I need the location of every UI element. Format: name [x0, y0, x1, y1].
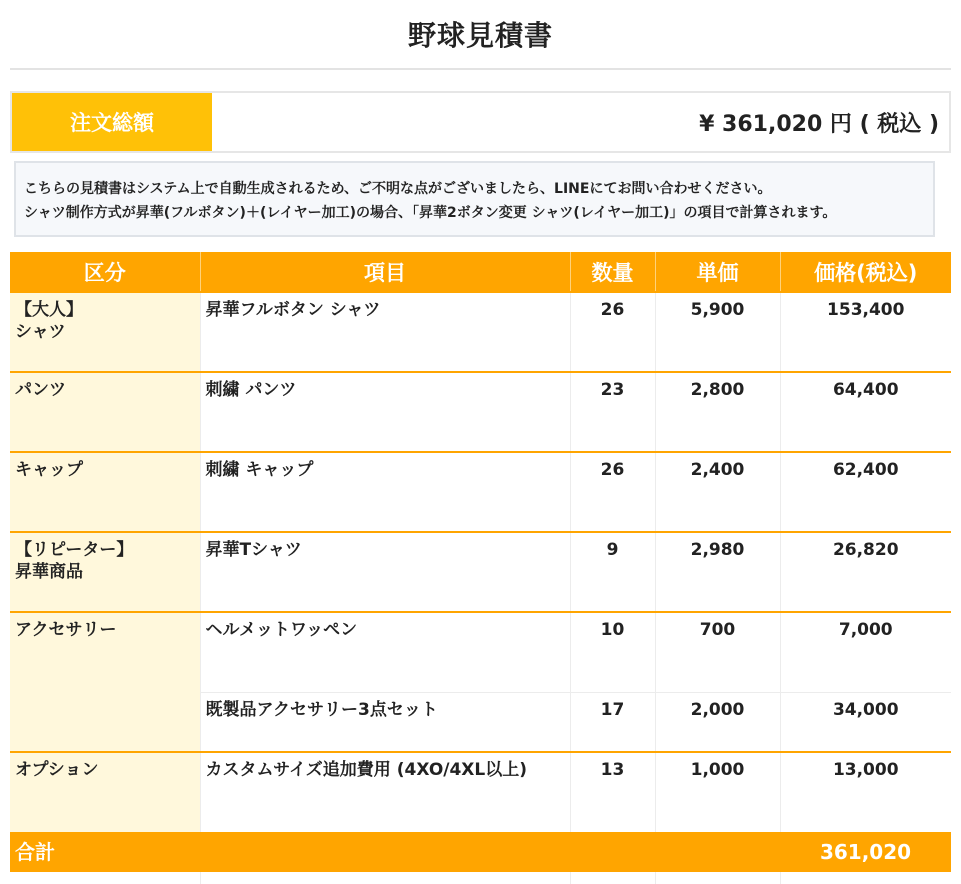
page-title: 野球見積書 [407, 19, 553, 52]
notice-box [14, 161, 935, 237]
category-cell [10, 612, 200, 752]
order-total-label: 注文総額 [12, 93, 212, 151]
header-price: 価格(税込) [780, 252, 951, 292]
estimate-table [10, 252, 951, 884]
quantity-cell: 23 [570, 372, 655, 452]
tail-cell [655, 872, 780, 884]
tail-cell [780, 872, 951, 884]
table-row [10, 452, 951, 532]
price-cell: 26,820 [780, 532, 951, 612]
item-cell: 昇華フルボタン シャツ [200, 292, 570, 372]
quantity-cell: 9 [570, 532, 655, 612]
table-row [10, 292, 951, 372]
price-cell: 153,400 [780, 292, 951, 372]
order-total-box [10, 91, 951, 153]
order-total-value: ¥ 361,020 円 ( 税込 ) [699, 111, 939, 137]
header-category: 区分 [10, 252, 200, 292]
category-label: アクセサリー [15, 620, 117, 640]
item-cell: 昇華Tシャツ [200, 532, 570, 612]
unit-price-cell: 5,900 [655, 292, 780, 372]
unit-price-cell: 700 [655, 612, 780, 692]
price-cell: 7,000 [780, 612, 951, 692]
table-tail-row [10, 872, 951, 884]
category-cell [10, 292, 200, 372]
tail-cell [200, 872, 570, 884]
unit-price-cell: 2,000 [655, 692, 780, 752]
category-label: オプション [15, 760, 99, 780]
notice-line: シャツ制作方式が昇華(フルボタン)＋(レイヤー加工)の場合、「昇華2ボタン変更 シャツ(レイヤー加工)」の項目で計算されます。 [24, 205, 837, 221]
price-cell: 34,000 [780, 692, 951, 752]
quantity-cell: 26 [570, 452, 655, 532]
quantity-cell: 26 [570, 292, 655, 372]
header-quantity: 数量 [570, 252, 655, 292]
tail-cell [10, 872, 200, 884]
category-label: パンツ [15, 380, 66, 400]
title-divider [10, 68, 951, 70]
header-item: 項目 [200, 252, 570, 292]
unit-price-cell: 2,800 [655, 372, 780, 452]
quantity-cell: 10 [570, 612, 655, 692]
table-header-row [10, 252, 951, 292]
item-cell: 既製品アクセサリー3点セット [200, 692, 570, 752]
item-cell: ヘルメットワッペン [200, 612, 570, 692]
table-row [10, 372, 951, 452]
price-cell: 64,400 [780, 372, 951, 452]
table-row [10, 532, 951, 612]
header-unit-price: 単価 [655, 252, 780, 292]
item-cell: 刺繍 キャップ [200, 452, 570, 532]
total-row [10, 832, 951, 872]
item-cell: カスタムサイズ追加費用 (4XO/4XL以上) [200, 752, 570, 832]
category-cell [10, 532, 200, 612]
unit-price-cell: 1,000 [655, 752, 780, 832]
sum-value: 361,020 [780, 832, 951, 872]
quantity-cell: 17 [570, 692, 655, 752]
price-cell: 13,000 [780, 752, 951, 832]
category-cell [10, 452, 200, 532]
table-row [10, 612, 951, 692]
category-label: 昇華商品 [15, 562, 83, 582]
price-cell: 62,400 [780, 452, 951, 532]
unit-price-cell: 2,400 [655, 452, 780, 532]
item-cell: 刺繍 パンツ [200, 372, 570, 452]
table-row [10, 752, 951, 832]
notice-line: こちらの見積書はシステム上で自動生成されるため、ご不明な点がございましたら、LINEにてお問い合わせください。 [24, 181, 772, 197]
sum-label: 合計 [10, 832, 780, 872]
unit-price-cell: 2,980 [655, 532, 780, 612]
category-label: 【リピーター】 [15, 540, 134, 560]
category-label: 【大人】 [15, 300, 83, 320]
category-cell [10, 752, 200, 832]
category-cell [10, 372, 200, 452]
tail-cell [570, 872, 655, 884]
category-label: シャツ [15, 322, 66, 342]
category-label: キャップ [15, 460, 83, 480]
quantity-cell: 13 [570, 752, 655, 832]
